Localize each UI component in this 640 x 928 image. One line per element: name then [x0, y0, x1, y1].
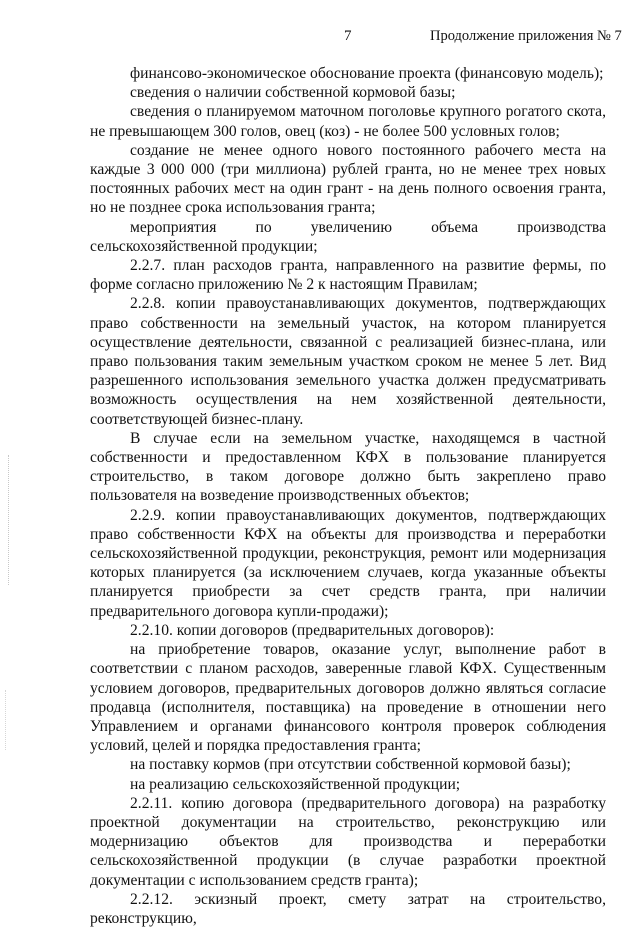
- margin-marks: [5, 690, 8, 750]
- document-body: [90, 64, 606, 928]
- paragraph: создание не менее одного нового постоянного рабочего места на каждые 3 000 000 (три миллиона) рублей гранта, но не менее трех новых постоянных рабочих мест на один грант - на день полного освоения гранта, но не позднее срока использования гранта;: [90, 141, 606, 217]
- appendix-continuation-label: Продолжение приложения № 7: [430, 28, 622, 44]
- paragraph: на реализацию сельскохозяйственной продукции;: [130, 775, 461, 793]
- paragraph: 2.2.12. эскизный проект, смету затрат на строительство, реконструкцию,: [90, 890, 606, 927]
- paragraph: В случае если на земельном участке, находящемся в частной собственности и предоставленном КФХ в пользование планируется строительство, в таком договоре должно быть закреплено право пользователя на возведение производственных объектов;: [90, 429, 606, 505]
- paragraph: мероприятия по увеличению объема производства сельскохозяйственной продукции;: [90, 218, 606, 255]
- paragraph: на поставку кормов (при отсутствии собственной кормовой базы);: [130, 756, 571, 774]
- paragraph: 2.2.10. копии договоров (предварительных договоров):: [130, 621, 495, 639]
- paragraph: на приобретение товаров, оказание услуг, выполнение работ в соответствии с планом расходов, заверенные главой КФХ. Существенным условием договоров, предварительных договоров должно являться согласие продавца (исполнителя, поставщика) на проведение в отношении него Управлением и органами финансового контроля проверок соблюдения условий, целей и порядка предоставления гранта;: [90, 641, 606, 755]
- paragraph: 2.2.9. копии правоустанавливающих документов, подтверждающих право собственности КФХ на объекты для производства и переработки сельскохозяйственной продукции, реконструкция, ремонт или модернизация которых планируется (за исключением случаев, когда указанные объекты планируется приобрести за счет средств гранта, при наличии предварительного договора купли-продажи);: [90, 506, 606, 620]
- margin-marks: [8, 455, 11, 585]
- paragraph: финансово-экономическое обоснование проекта (финансовую модель);: [130, 65, 604, 82]
- paragraph: 2.2.7. план расходов гранта, направленного на развитие фермы, по форме согласно приложению № 2 к настоящим Правилам;: [90, 257, 606, 294]
- paragraph: 2.2.8. копии правоустанавливающих документов, подтверждающих право собственности на земельный участок, на котором планируется осуществление деятельности, связанной с реализацией бизнес-плана, или право пользования таким земельным участком сроком не менее 5 лет. Вид разрешенного использования земельного участка должен предусматривать возможность осуществления на нем хозяйственной деятельности, соответствующей бизнес-плану.: [90, 295, 606, 428]
- paragraph: сведения о наличии собственной кормовой базы;: [130, 84, 456, 102]
- page-number: 7: [344, 28, 352, 44]
- paragraph: сведения о планируемом маточном поголовье крупного рогатого скота, не превышающем 300 голов, овец (коз) - не более 500 условных голов;: [90, 103, 606, 140]
- paragraph: 2.2.11. копию договора (предварительного договора) на разработку проектной документации на строительство, реконструкцию или модернизацию объектов для производства и переработки сельскохозяйственной продукции (в случае разработки проектной документации с использованием средств гранта);: [90, 794, 606, 889]
